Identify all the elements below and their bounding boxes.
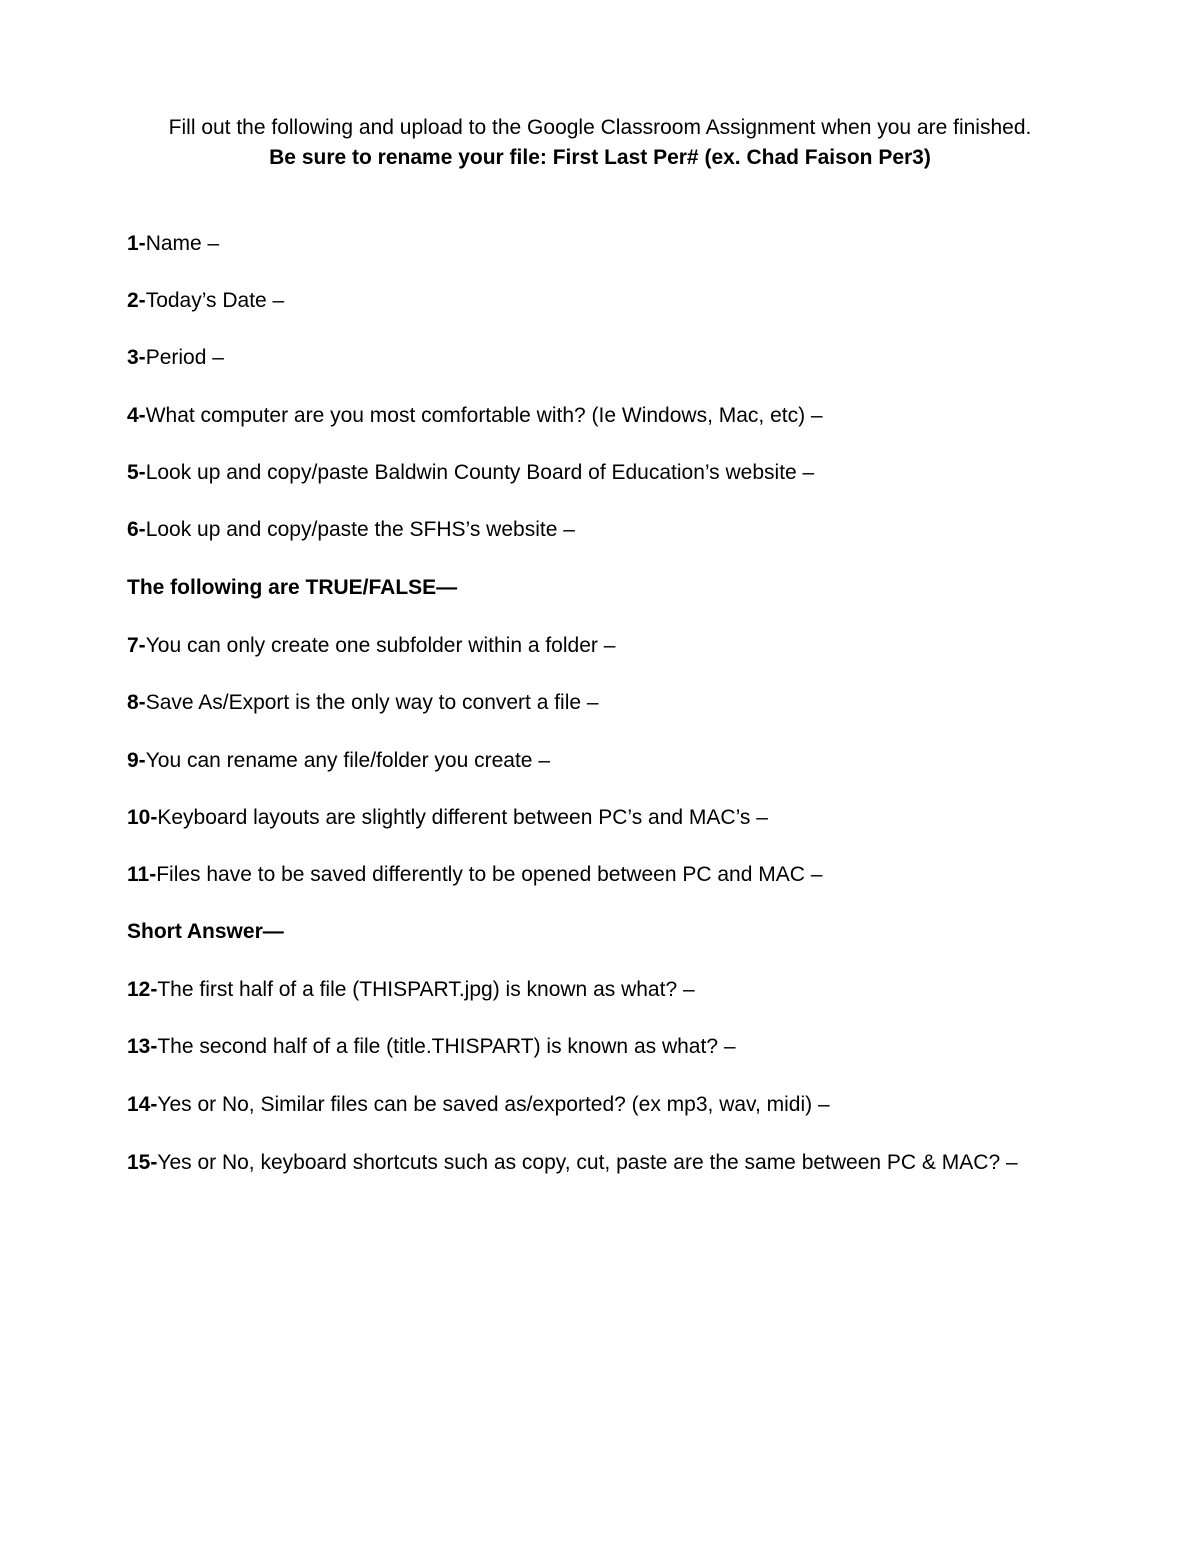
question-text: What computer are you most comfortable with? (Ie Windows, Mac, etc) – xyxy=(145,404,823,427)
question-number: 15- xyxy=(127,1151,158,1174)
rename-instructions: Be sure to rename your file: First Last Per# (ex. Chad Faison Per3) xyxy=(269,146,931,169)
question-text: Name – xyxy=(145,232,220,255)
question-item xyxy=(127,288,284,314)
question-number: 13- xyxy=(127,1035,158,1058)
question-text: Look up and copy/paste the SFHS’s website – xyxy=(145,518,575,541)
question-text: Today’s Date – xyxy=(145,289,285,312)
section-heading-short-answer: Short Answer— xyxy=(127,920,284,943)
question-item xyxy=(127,345,224,371)
question-text: Files have to be saved differently to be opened between PC and MAC – xyxy=(156,863,823,886)
question-text: The second half of a file (title.THISPART) is known as what? – xyxy=(157,1035,736,1058)
question-number: 14- xyxy=(127,1093,158,1116)
question-number: 12- xyxy=(127,978,158,1001)
question-text: Yes or No, keyboard shortcuts such as copy, cut, paste are the same between PC & MAC? – xyxy=(157,1151,1018,1174)
question-number: 9- xyxy=(127,749,146,772)
question-item xyxy=(127,231,219,257)
question-number: 2- xyxy=(127,289,146,312)
section-heading-true-false: The following are TRUE/FALSE— xyxy=(127,576,458,599)
question-item xyxy=(127,1034,736,1060)
question-text: The first half of a file (THISPART.jpg) is known as what? – xyxy=(157,978,695,1001)
question-item xyxy=(127,862,822,888)
question-number: 1- xyxy=(127,232,146,255)
question-number: 8- xyxy=(127,691,146,714)
question-number: 7- xyxy=(127,634,146,657)
question-text: Look up and copy/paste Baldwin County Board of Education’s website – xyxy=(145,461,815,484)
question-item xyxy=(127,977,695,1003)
question-text: Period – xyxy=(145,346,224,369)
question-item xyxy=(127,460,814,486)
question-item xyxy=(127,805,768,831)
question-number: 10- xyxy=(127,806,158,829)
question-number: 3- xyxy=(127,346,146,369)
question-number: 6- xyxy=(127,518,146,541)
question-text: Keyboard layouts are slightly different between PC’s and MAC’s – xyxy=(157,806,768,829)
question-number: 4- xyxy=(127,404,146,427)
question-item xyxy=(127,1150,1018,1176)
question-item xyxy=(127,690,599,716)
question-item xyxy=(127,1092,830,1118)
question-number: 5- xyxy=(127,461,146,484)
question-text: You can rename any file/folder you create – xyxy=(145,749,550,772)
question-number: 11- xyxy=(127,863,157,886)
question-item xyxy=(127,633,615,659)
question-item xyxy=(127,403,823,429)
question-item xyxy=(127,748,550,774)
question-text: Save As/Export is the only way to convert a file – xyxy=(145,691,599,714)
question-text: You can only create one subfolder within a folder – xyxy=(145,634,616,657)
question-text: Yes or No, Similar files can be saved as/exported? (ex mp3, wav, midi) – xyxy=(157,1093,830,1116)
question-item xyxy=(127,517,575,543)
instructions-text: Fill out the following and upload to the Google Classroom Assignment when you are finished. xyxy=(168,116,1032,139)
